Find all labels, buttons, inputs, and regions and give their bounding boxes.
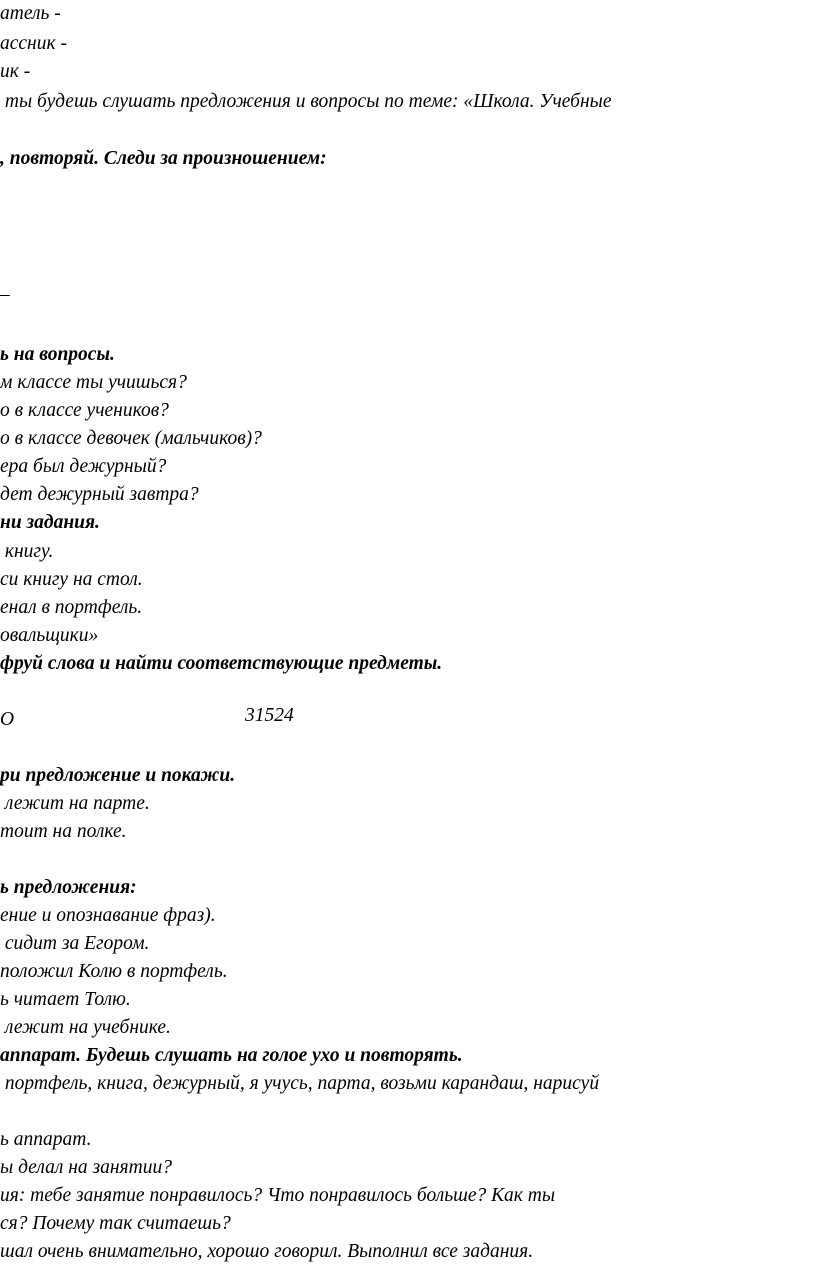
closing-line: шал очень внимательно, хорошо говорил. Выполнил все задания. <box>0 1241 534 1262</box>
reflection-question: ы делал на занятии? <box>0 1157 172 1178</box>
question-5: дет дежурный завтра? <box>0 484 199 505</box>
text-line-dash: – <box>0 284 10 305</box>
heading-apparatus: аппарат. Будешь слушать на голое ухо и повторять. <box>0 1045 463 1066</box>
word-list: портфель, книга, дежурный, я учусь, парта, возьми карандаш, нарисуй <box>0 1073 600 1094</box>
question-1: м классе ты учишься? <box>0 372 187 393</box>
heading-read-show: ри предложение и покажи. <box>0 765 236 786</box>
heading-repeat: , повторяй. Следи за произношением: <box>0 148 327 169</box>
text-line-3: ик - <box>0 61 31 82</box>
decode-letter: O <box>0 709 15 730</box>
game-title: овальщики» <box>0 625 99 646</box>
phrase-4: лежит на учебнике. <box>0 1017 171 1038</box>
question-3: о в классе девочек (мальчиков)? <box>0 428 262 449</box>
heading-tasks: ни задания. <box>0 512 100 533</box>
text-line-4: ты будешь слушать предложения и вопросы по теме: «Школа. Учебные <box>0 91 612 112</box>
heading-decode: фруй слова и найти соответствующие предметы. <box>0 653 443 674</box>
reflection-line-1: ия: тебе занятие понравилось? Что понравилось больше? Как ты <box>0 1185 556 1206</box>
task-3: енал в портфель. <box>0 597 143 618</box>
sentence-1: лежит на парте. <box>0 793 150 814</box>
phrase-1: сидит за Егором. <box>0 933 150 954</box>
task-1: книгу. <box>0 541 54 562</box>
code-number: 31524 <box>245 705 294 726</box>
phrase-note: ение и опознавание фраз). <box>0 905 216 926</box>
heading-sentences: ь предложения: <box>0 877 137 898</box>
reflection-line-2: ся? Почему так считаешь? <box>0 1213 231 1234</box>
question-4: ера был дежурный? <box>0 456 167 477</box>
sentence-2: тоит на полке. <box>0 821 127 842</box>
text-line-2: ассник - <box>0 33 67 54</box>
phrase-3: ь читает Толю. <box>0 989 131 1010</box>
question-2: о в классе учеников? <box>0 400 169 421</box>
text-apparatus: ь аппарат. <box>0 1129 92 1150</box>
phrase-2: положил Колю в портфель. <box>0 961 228 982</box>
task-2: си книгу на стол. <box>0 569 143 590</box>
text-line-1: атель - <box>0 3 61 24</box>
heading-answer-questions: ь на вопросы. <box>0 344 115 365</box>
